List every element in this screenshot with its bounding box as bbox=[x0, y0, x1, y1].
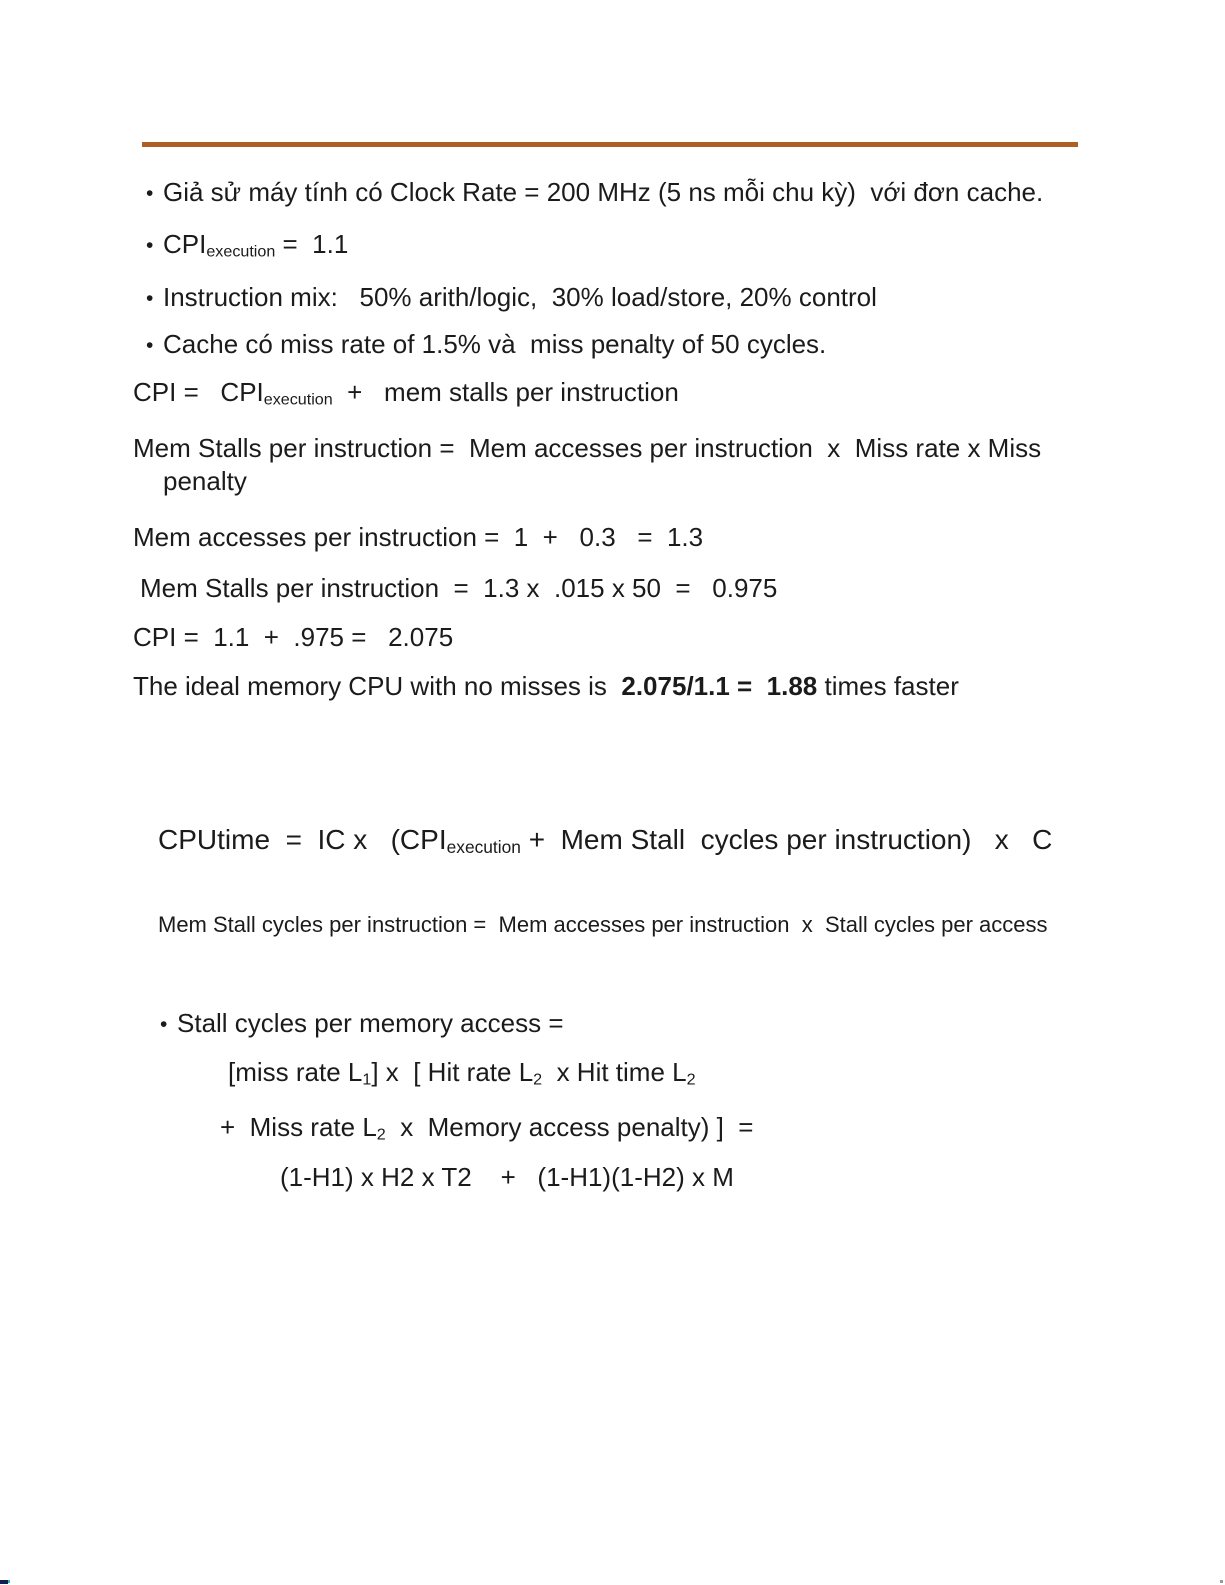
line-text: Stall cycles per memory access = bbox=[177, 1008, 564, 1038]
bullet-marker: • bbox=[146, 334, 154, 357]
formula-l2-line2 bbox=[220, 1111, 753, 1144]
line-text: CPI = $CPI_{execution}$ + mem stalls per instruction bbox=[133, 377, 679, 409]
line-text: $CPI_{execution} = 1.1$ bbox=[163, 229, 349, 261]
conclusion-speedup bbox=[133, 670, 959, 703]
formula-mem-stalls-value bbox=[140, 572, 777, 605]
formula-cputime bbox=[158, 822, 1052, 857]
line-text: penalty bbox=[163, 466, 247, 496]
bullet-cpi-execution bbox=[146, 228, 348, 261]
bullet-marker: • bbox=[146, 287, 154, 310]
page-edge-artifact-bottom-right bbox=[1220, 1580, 1223, 1583]
line-text: Instruction mix: 50% arith/logic, 30% load/store, 20% control bbox=[163, 282, 877, 312]
line-text: Mem Stalls per instruction = 1.3 x .015 x 50 = 0.975 bbox=[140, 573, 778, 603]
formula-expanded-h1-h2 bbox=[280, 1161, 734, 1194]
formula-mem-stalls-definition-cont bbox=[163, 465, 247, 498]
bullet-stall-cycles-per-access bbox=[160, 1007, 564, 1040]
line-text: Cache có miss rate of 1.5% và miss penalty of 50 cycles. bbox=[163, 329, 827, 359]
line-text: The ideal memory CPU with no misses is 2.075/1.1 = 1.88 times faster bbox=[133, 671, 959, 701]
formula-mem-stalls-definition bbox=[133, 432, 1041, 465]
formula-mem-stall-cycles bbox=[158, 911, 1047, 939]
bullet-instruction-mix bbox=[146, 281, 877, 314]
line-text: + Miss rate $L_2$ x Memory access penalty) ] = bbox=[220, 1112, 754, 1144]
line-text: Mem accesses per instruction = 1 + 0.3 = 1.3 bbox=[133, 522, 704, 552]
formula-mem-accesses bbox=[133, 521, 703, 554]
line-text: [miss rate $L_1$] x [ Hit rate $L_2$ x Hit time $L_2$ bbox=[228, 1057, 696, 1089]
formula-cpi bbox=[133, 376, 679, 409]
bullet-marker: • bbox=[160, 1013, 168, 1036]
formula-l2-line1 bbox=[228, 1056, 696, 1089]
line-text: Giả sử máy tính có Clock Rate = 200 MHz (5 ns mỗi chu kỳ) với đơn cache. bbox=[163, 177, 1044, 207]
formula-cpi-value bbox=[133, 621, 453, 654]
bullet-cache-miss bbox=[146, 328, 826, 361]
line-text: Mem Stall cycles per instruction = Mem accesses per instruction x Stall cycles per access bbox=[158, 912, 1048, 937]
bullet-marker: • bbox=[146, 234, 154, 257]
title-divider-rule bbox=[142, 142, 1078, 147]
bullet-marker: • bbox=[146, 182, 154, 205]
line-text: CPUtime = IC x ($CPI_{execution}$ + Mem Stall cycles per instruction) x C bbox=[158, 824, 1053, 857]
line-text: CPI = 1.1 + .975 = 2.075 bbox=[133, 622, 454, 652]
bullet-clock-rate bbox=[146, 176, 1043, 209]
line-text: Mem Stalls per instruction = Mem accesses per instruction x Miss rate x Miss bbox=[133, 433, 1042, 463]
line-text: (1-H1) x H2 x T2 + (1-H1)(1-H2) x M bbox=[280, 1162, 734, 1192]
page-edge-artifact-bottom-left bbox=[0, 1580, 8, 1584]
page-edge-artifact-bottom-left-cyan bbox=[8, 1580, 10, 1583]
